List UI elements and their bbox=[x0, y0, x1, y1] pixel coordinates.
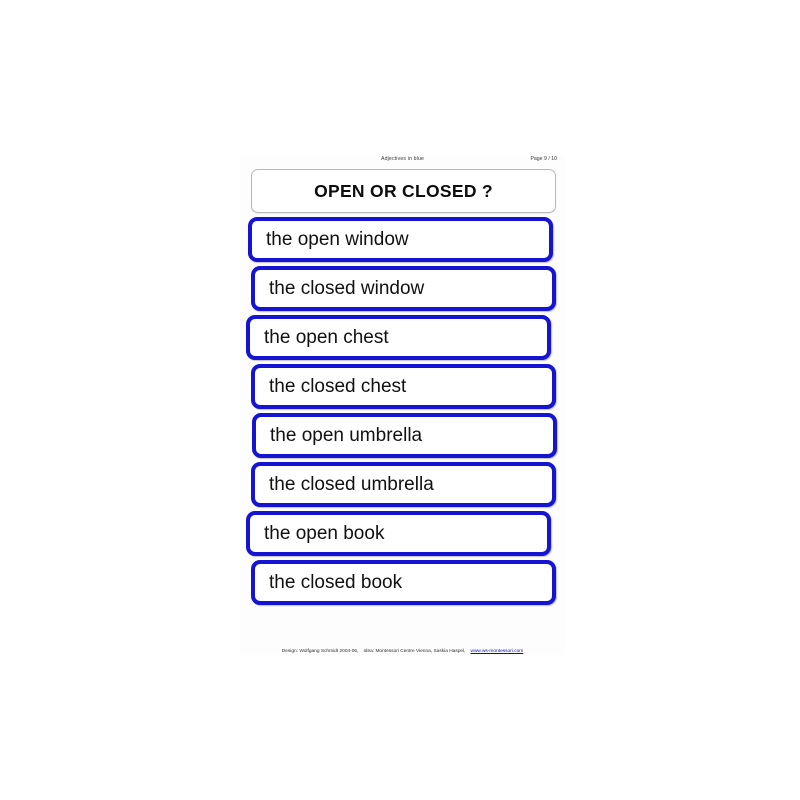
worksheet-sheet bbox=[240, 155, 565, 655]
word-card[interactable] bbox=[248, 217, 553, 262]
word-card[interactable] bbox=[251, 560, 556, 605]
header-subject-label: Adjectives in blue bbox=[380, 156, 425, 162]
header-page-label: Page 9 / 10 bbox=[530, 156, 557, 162]
word-card-text: the open window bbox=[266, 229, 409, 250]
footer-idea-text: Idea: Montessori Centre Vienna, Saskia Haspel, bbox=[363, 649, 466, 654]
sheet-footer bbox=[240, 649, 565, 654]
card-list bbox=[240, 169, 565, 605]
word-card-text: the open chest bbox=[264, 327, 389, 348]
word-card[interactable] bbox=[252, 413, 557, 458]
word-card[interactable] bbox=[246, 511, 551, 556]
footer-website-link[interactable]: www.ws-montessori.com bbox=[470, 649, 524, 654]
word-card-text: the closed book bbox=[269, 572, 403, 593]
sheet-header bbox=[240, 155, 565, 169]
word-card-text: the open book bbox=[264, 523, 385, 544]
title-card-text: OPEN OR CLOSED ? bbox=[314, 180, 493, 201]
footer-design-text: Design: Wolfgang Schmidt 2004-06, bbox=[281, 649, 359, 654]
word-card-text: the closed window bbox=[269, 278, 425, 299]
word-card-text: the closed umbrella bbox=[269, 474, 434, 495]
word-card-text: the open umbrella bbox=[270, 425, 423, 446]
word-card[interactable] bbox=[251, 462, 556, 507]
word-card[interactable] bbox=[246, 315, 551, 360]
word-card[interactable] bbox=[251, 364, 556, 409]
title-card bbox=[251, 169, 556, 213]
word-card[interactable] bbox=[251, 266, 556, 311]
word-card-text: the closed chest bbox=[269, 376, 407, 397]
